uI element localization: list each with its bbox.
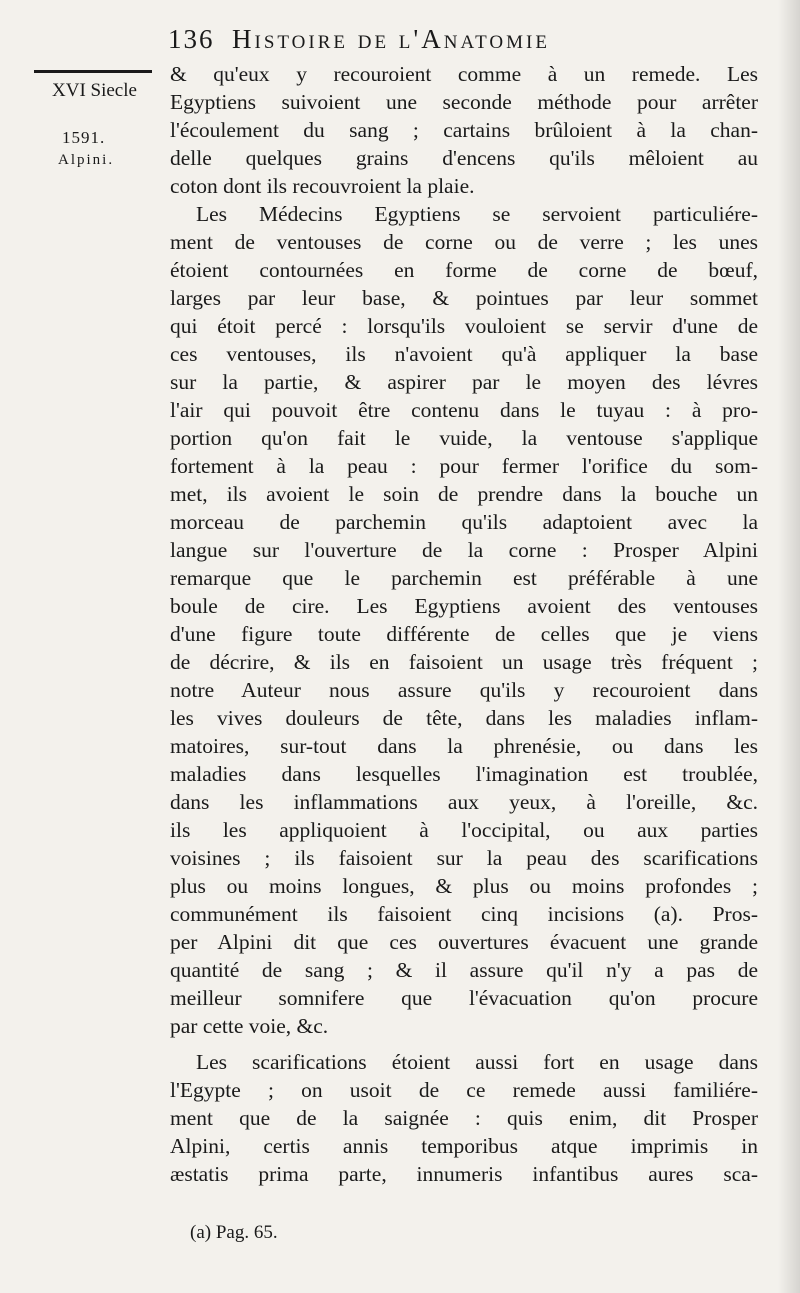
text-line: l'Egypte ; on usoit de ce remede aussi familiére- bbox=[170, 1078, 758, 1102]
text-line: de décrire, & ils en faisoient un usage très fréquent ; bbox=[170, 650, 758, 674]
text-line: ces ventouses, ils n'avoient qu'à appliquer la base bbox=[170, 342, 758, 366]
text-line: Egyptiens suivoient une seconde méthode pour arrêter bbox=[170, 90, 758, 114]
text-line: matoires, sur-tout dans la phrenésie, ou dans les bbox=[170, 734, 758, 758]
text-line: communément ils faisoient cinq incisions (a). Pros- bbox=[170, 902, 758, 926]
running-title: Histoire de l'Anatomie bbox=[232, 24, 550, 54]
text-line: plus ou moins longues, & plus ou moins profondes ; bbox=[170, 874, 758, 898]
text-line: l'écoulement du sang ; cartains brûloient à la chan- bbox=[170, 118, 758, 142]
text-line: qui étoit percé : lorsqu'ils vouloient se servir d'une de bbox=[170, 314, 758, 338]
text-line: l'air qui pouvoit être contenu dans le tuyau : à pro- bbox=[170, 398, 758, 422]
text-line: fortement à la peau : pour fermer l'orifice du som- bbox=[170, 454, 758, 478]
text-line: les vives douleurs de tête, dans les maladies inflam- bbox=[170, 706, 758, 730]
text-line: voisines ; ils faisoient sur la peau des scarifications bbox=[170, 846, 758, 870]
text-line: coton dont ils recouvroient la plaie. bbox=[170, 174, 475, 198]
text-line: morceau de parchemin qu'ils adaptoient avec la bbox=[170, 510, 758, 534]
margin-note-author: Alpini. bbox=[58, 152, 115, 168]
margin-note-year: 1591. bbox=[62, 128, 106, 147]
text-line: sur la partie, & aspirer par le moyen des lévres bbox=[170, 370, 758, 394]
text-line: Alpini, certis annis temporibus atque imprimis in bbox=[170, 1134, 758, 1158]
footnote: (a) Pag. 65. bbox=[190, 1222, 278, 1243]
margin-note-century: XVI Siecle bbox=[52, 80, 137, 101]
text-line: met, ils avoient le soin de prendre dans la bouche un bbox=[170, 482, 758, 506]
text-line: Les scarifications étoient aussi fort en usage dans bbox=[196, 1050, 758, 1074]
text-line: notre Auteur nous assure qu'ils y recouroient dans bbox=[170, 678, 758, 702]
text-line: ment de ventouses de corne ou de verre ; les unes bbox=[170, 230, 758, 254]
text-line: per Alpini dit que ces ouvertures évacuent une grande bbox=[170, 930, 758, 954]
text-line: boule de cire. Les Egyptiens avoient des ventouses bbox=[170, 594, 758, 618]
body-text bbox=[170, 60, 758, 1188]
text-line: & qu'eux y recouroient comme à un remede. Les bbox=[170, 62, 758, 86]
text-line: étoient contournées en forme de corne de bœuf, bbox=[170, 258, 758, 282]
text-line: Les Médecins Egyptiens se servoient particuliére- bbox=[196, 202, 758, 226]
margin-rule bbox=[34, 70, 152, 73]
text-line: par cette voie, &c. bbox=[170, 1014, 329, 1038]
text-line: ils les appliquoient à l'occipital, ou aux parties bbox=[170, 818, 758, 842]
text-line: ment que de la saignée : quis enim, dit Prosper bbox=[170, 1106, 758, 1130]
text-line: remarque que le parchemin est préférable à une bbox=[170, 566, 758, 590]
text-line: portion qu'on fait le vuide, la ventouse s'applique bbox=[170, 426, 758, 450]
text-line: delle quelques grains d'encens qu'ils mêloient au bbox=[170, 146, 758, 170]
running-header bbox=[168, 24, 768, 60]
text-line: d'une figure toute différente de celles que je viens bbox=[170, 622, 758, 646]
page-edge-shadow bbox=[778, 0, 800, 1293]
text-line: dans les inflammations aux yeux, à l'oreille, &c. bbox=[170, 790, 758, 814]
text-line: quantité de sang ; & il assure qu'il n'y a pas de bbox=[170, 958, 758, 982]
page-number: 136 bbox=[168, 24, 215, 54]
text-line: æstatis prima parte, innumeris infantibus aures sca- bbox=[170, 1162, 758, 1186]
text-line: maladies dans lesquelles l'imagination est troublée, bbox=[170, 762, 758, 786]
text-line: langue sur l'ouverture de la corne : Prosper Alpini bbox=[170, 538, 758, 562]
text-line: larges par leur base, & pointues par leur sommet bbox=[170, 286, 758, 310]
text-line: meilleur somnifere que l'évacuation qu'on procure bbox=[170, 986, 758, 1010]
